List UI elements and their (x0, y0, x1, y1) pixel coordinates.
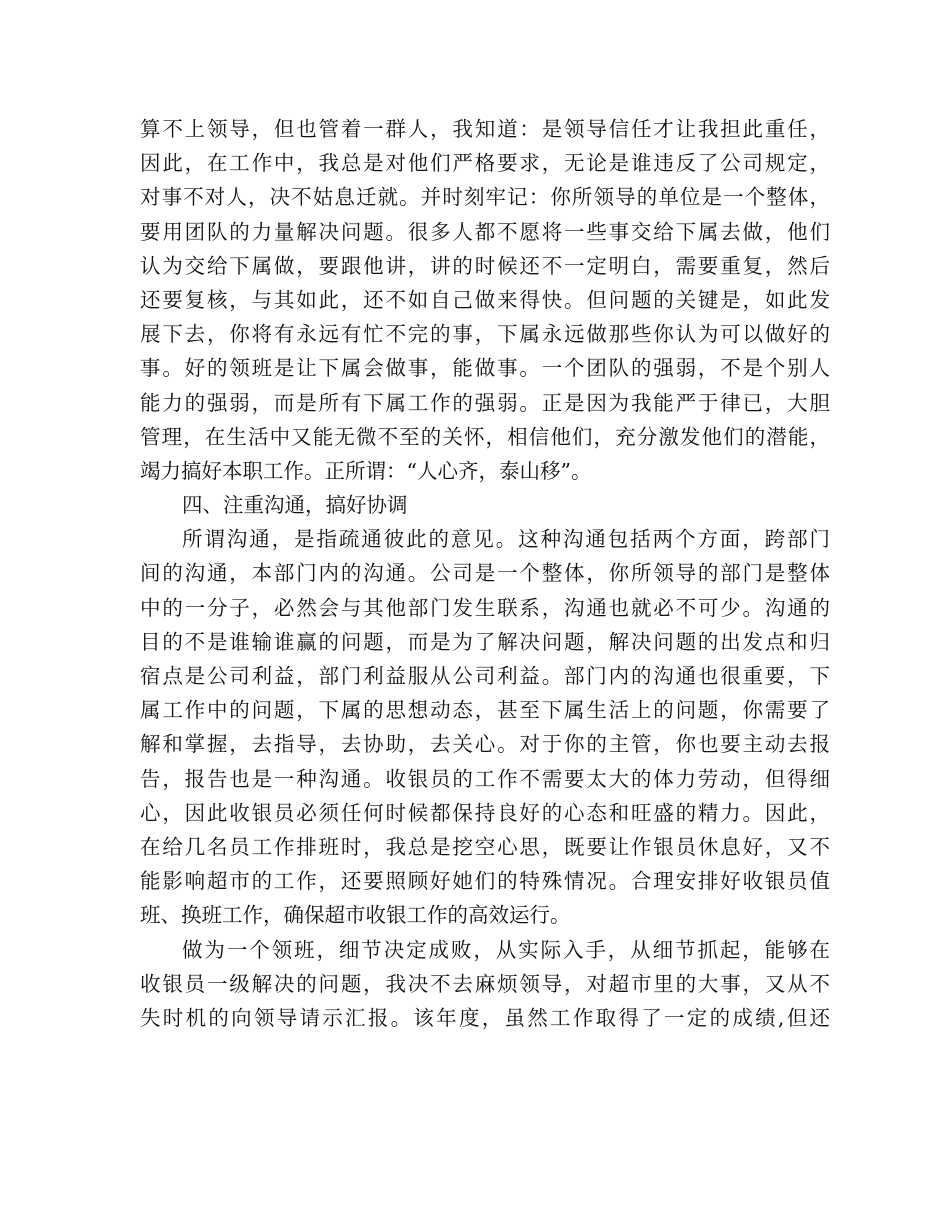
text-line: 因此，在工作中，我总是对他们严格要求，无论是谁违反了公司规定， (140, 151, 830, 176)
text-line: 能影响超市的工作，还要照顾好她们的特殊情况。合理安排好收银员值 (140, 869, 830, 894)
text-line: 做为一个领班，细节决定成败，从实际入手，从细节抓起，能够在 (182, 937, 830, 962)
text-line: 在给几名员工作排班时，我总是挖空心思，既要让作银员休息好，又不 (140, 834, 830, 859)
text-line: 算不上领导，但也管着一群人，我知道：是领导信任才让我担此重任， (140, 117, 830, 141)
text-line: 中的一分子，必然会与其他部门发生联系，沟通也就必不可少。沟通的 (140, 595, 830, 620)
section-heading: 四、注重沟通，搞好协调 (182, 493, 408, 518)
text-line: 间的沟通，本部门内的沟通。公司是一个整体，你所领导的部门是整体 (140, 561, 830, 586)
text-line: 事。好的领班是让下属会做事，能做事。一个团队的强弱，不是个别人 (140, 356, 830, 381)
text-line: 目的不是谁输谁赢的问题，而是为了解决问题，解决问题的出发点和归 (140, 629, 830, 654)
text-line: 收银员一级解决的问题，我决不去麻烦领导，对超市里的大事，又从不 (140, 971, 830, 996)
text-line: 所谓沟通，是指疏通彼此的意见。这种沟通包括两个方面，跨部门 (182, 527, 830, 552)
text-line: 心，因此收银员必须任何时候都保持良好的心态和旺盛的精力。因此， (140, 800, 830, 825)
text-line: 解和掌握，去指导，去协助，去关心。对于你的主管，你也要主动去报 (140, 732, 830, 757)
document-body (140, 112, 830, 1035)
text-line: 展下去，你将有永远有忙不完的事，下属永远做那些你认为可以做好的 (140, 322, 830, 347)
text-line: 对事不对人，决不姑息迁就。并时刻牢记：你所领导的单位是一个整体， (140, 185, 830, 210)
text-line: 认为交给下属做，要跟他讲，讲的时候还不一定明白，需要重复，然后 (140, 253, 830, 278)
text-line: 要用团队的力量解决问题。很多人都不愿将一些事交给下属去做，他们 (140, 219, 830, 244)
text-line: 竭力搞好本职工作。正所谓：“人心齐，泰山移”。 (140, 458, 592, 483)
text-line: 还要复核，与其如此，还不如自己做来得快。但问题的关键是，如此发 (140, 287, 830, 312)
text-line: 告，报告也是一种沟通。收银员的工作不需要太大的体力劳动，但得细 (140, 766, 830, 791)
text-line: 能力的强弱，而是所有下属工作的强弱。正是因为我能严于律已，大胆 (140, 390, 830, 415)
text-line: 失时机的向领导请示汇报。该年度，虽然工作取得了一定的成绩,但还 (140, 1005, 830, 1030)
text-line: 班、换班工作，确保超市收银工作的高效运行。 (140, 903, 571, 928)
text-line: 属工作中的问题，下属的思想动态，甚至下属生活上的问题，你需要了 (140, 698, 830, 723)
text-line: 管理，在生活中又能无微不至的关怀，相信他们，充分激发他们的潜能， (140, 424, 830, 449)
text-line: 宿点是公司利益，部门利益服从公司利益。部门内的沟通也很重要，下 (140, 664, 830, 688)
